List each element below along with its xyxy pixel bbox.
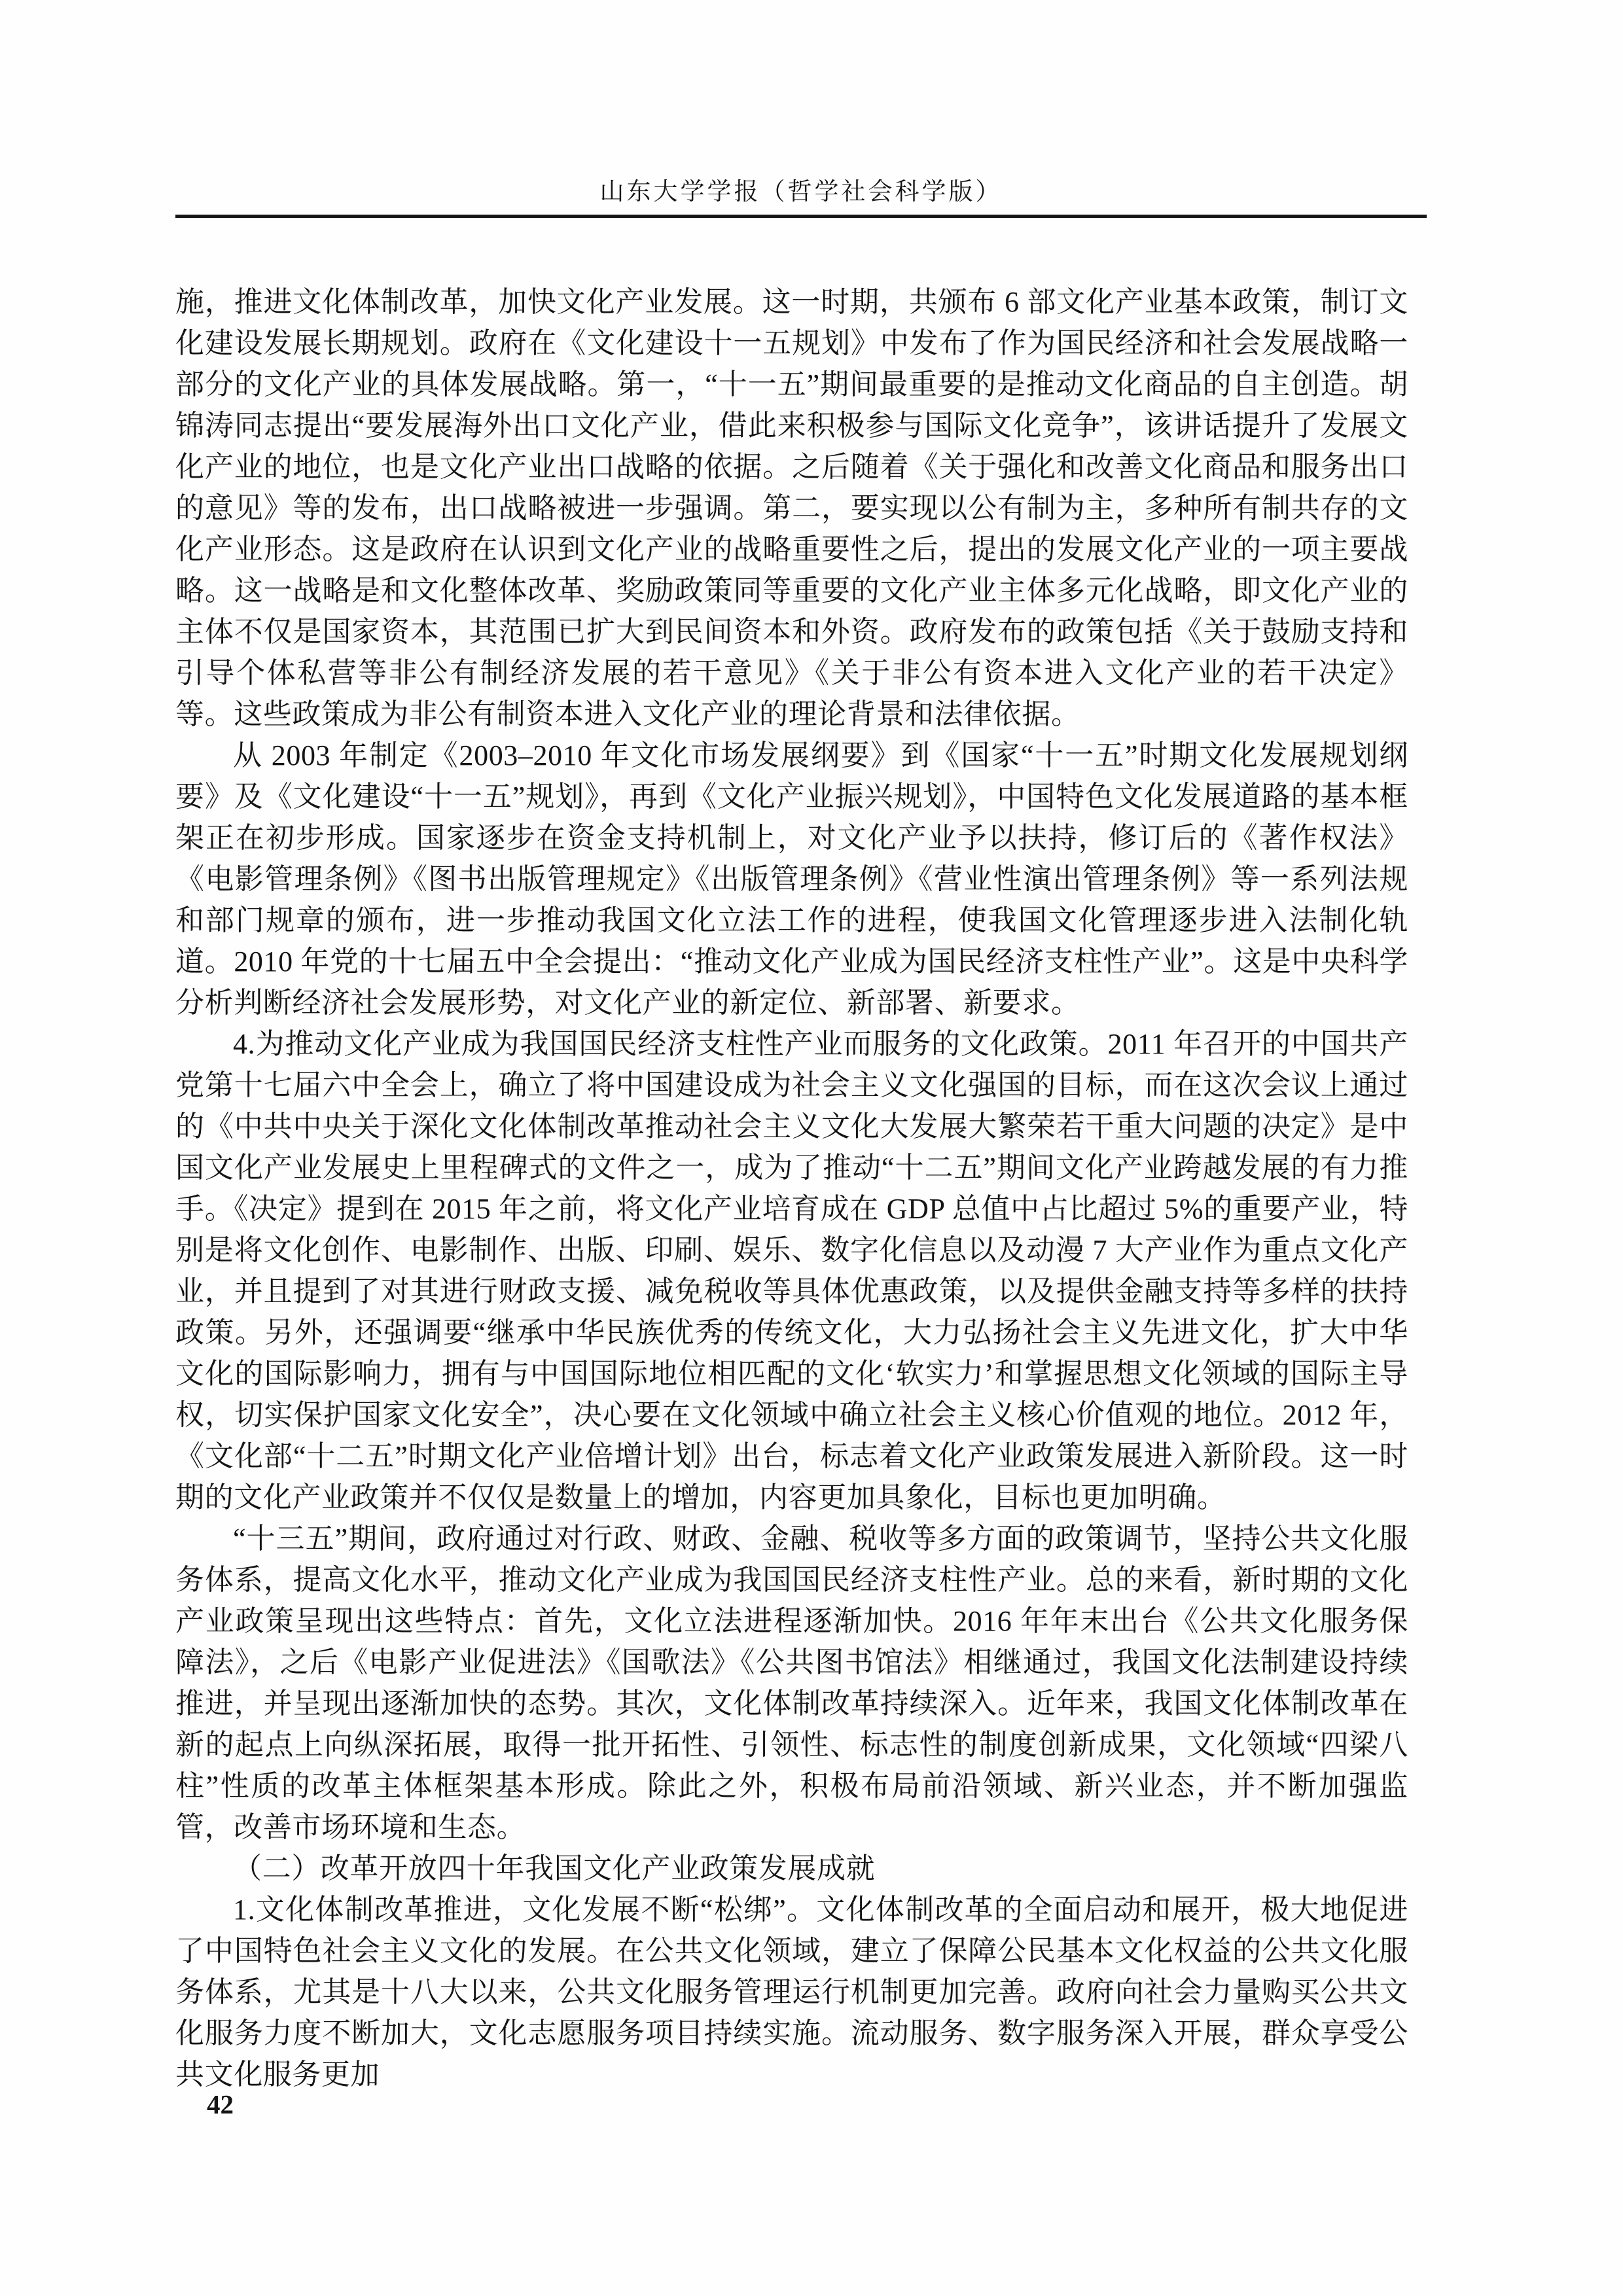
body-paragraph: 4.为推动文化产业成为我国国民经济支柱性产业而服务的文化政策。2011 年召开的中国共产党第十七届六中全会上，确立了将中国建设成为社会主义文化强国的目标，而在这次会议上通过的《中共中央关于深化文化体制改革推动社会主义文化大发展大繁荣若干重大问题的决定》是中国文化产业发展史上里程碑式的文件之一，成为了推动“十二五”期间文化产业跨越发展的有力推手。《决定》提到在 2015 年之前，将文化产业培育成在 GDP 总值中占比超过 5%的重要产业，特别是将文化创作、电影制作、出版、印刷、娱乐、数字化信息以及动漫 7 大产业作为重点文化产业，并且提到了对其进行财政支援、减免税收等具体优惠政策，以及提供金融支持等多样的扶持政策。另外，还强调要“继承中华民族优秀的传统文化，大力弘扬社会主义先进文化，扩大中华文化的国际影响力，拥有与中国国际地位相匹配的文化‘软实力’和掌握思想文化领域的国际主导权，切实保护国家文化安全”，决心要在文化领域中确立社会主义核心价值观的地位。2012 年，《文化部“十二五”时期文化产业倍增计划》出台，标志着文化产业政策发展进入新阶段。这一时期的文化产业政策并不仅仅是数量上的增加，内容更加具象化，目标也更加明确。 xyxy=(175,1028,1408,1513)
page-number: 42 xyxy=(207,2089,234,2119)
body-paragraph: 从 2003 年制定《2003–2010 年文化市场发展纲要》到《国家“十一五”时期文化发展规划纲要》及《文化建设“十一五”规划》，再到《文化产业振兴规划》，中国特色文化发展道路的基本框架正在初步形成。国家逐步在资金支持机制上，对文化产业予以扶持，修订后的《著作权法》《电影管理条例》《图书出版管理规定》《出版管理条例》《营业性演出管理条例》等一系列法规和部门规章的颁布，进一步推动我国文化立法工作的进程，使我国文化管理逐步进入法制化轨道。2010 年党的十七届五中全会提出：“推动文化产业成为国民经济支柱性产业”。这是中央科学分析判断经济社会发展形势，对文化产业的新定位、新部署、新要求。 xyxy=(175,739,1408,1019)
body-paragraph: 施，推进文化体制改革，加快文化产业发展。这一时期，共颁布 6 部文化产业基本政策，制订文化建设发展长期规划。政府在《文化建设十一五规划》中发布了作为国民经济和社会发展战略一部分的文化产业的具体发展战略。第一，“十一五”期间最重要的是推动文化商品的自主创造。胡锦涛同志提出“要发展海外出口文化产业，借此来积极参与国际文化竞争”，该讲话提升了发展文化产业的地位，也是文化产业出口战略的依据。之后随着《关于强化和改善文化商品和服务出口的意见》等的发布，出口战略被进一步强调。第二，要实现以公有制为主，多种所有制共存的文化产业形态。这是政府在认识到文化产业的战略重要性之后，提出的发展文化产业的一项主要战略。这一战略是和文化整体改革、奖励政策同等重要的文化产业主体多元化战略，即文化产业的主体不仅是国家资本，其范围已扩大到民间资本和外资。政府发布的政策包括《关于鼓励支持和引导个体私营等非公有制经济发展的若干意见》《关于非公有资本进入文化产业的若干决定》等。这些政策成为非公有制资本进入文化产业的理论背景和法律依据。 xyxy=(175,286,1408,730)
article-body xyxy=(175,281,1408,2095)
journal-title: 山东大学学报（哲学社会科学版） xyxy=(599,179,1003,205)
body-paragraph: 1.文化体制改革推进，文化发展不断“松绑”。文化体制改革的全面启动和展开，极大地促进了中国特色社会主义文化的发展。在公共文化领域，建立了保障公民基本文化权益的公共文化服务体系，尤其是十八大以来，公共文化服务管理运行机制更加完善。政府向社会力量购买公共文化服务力度不断加大，文化志愿服务项目持续实施。流动服务、数字服务深入开展，群众享受公共文化服务更加 xyxy=(175,1894,1408,2091)
section-heading: （二）改革开放四十年我国文化产业政策发展成就 xyxy=(233,1852,876,1884)
header-divider xyxy=(175,215,1427,218)
body-paragraph: “十三五”期间，政府通过对行政、财政、金融、税收等多方面的政策调节，坚持公共文化服务体系，提高文化水平，推动文化产业成为我国国民经济支柱性产业。总的来看，新时期的文化产业政策呈现出这些特点：首先，文化立法进程逐渐加快。2016 年年末出台《公共文化服务保障法》，之后《电影产业促进法》《国歌法》《公共图书馆法》相继通过，我国文化法制建设持续推进，并呈现出逐渐加快的态势。其次，文化体制改革持续深入。近年来，我国文化体制改革在新的起点上向纵深拓展，取得一批开拓性、引领性、标志性的制度创新成果，文化领域“四梁八柱”性质的改革主体框架基本形成。除此之外，积极布局前沿领域、新兴业态，并不断加强监管，改善市场环境和生态。 xyxy=(175,1523,1408,1843)
